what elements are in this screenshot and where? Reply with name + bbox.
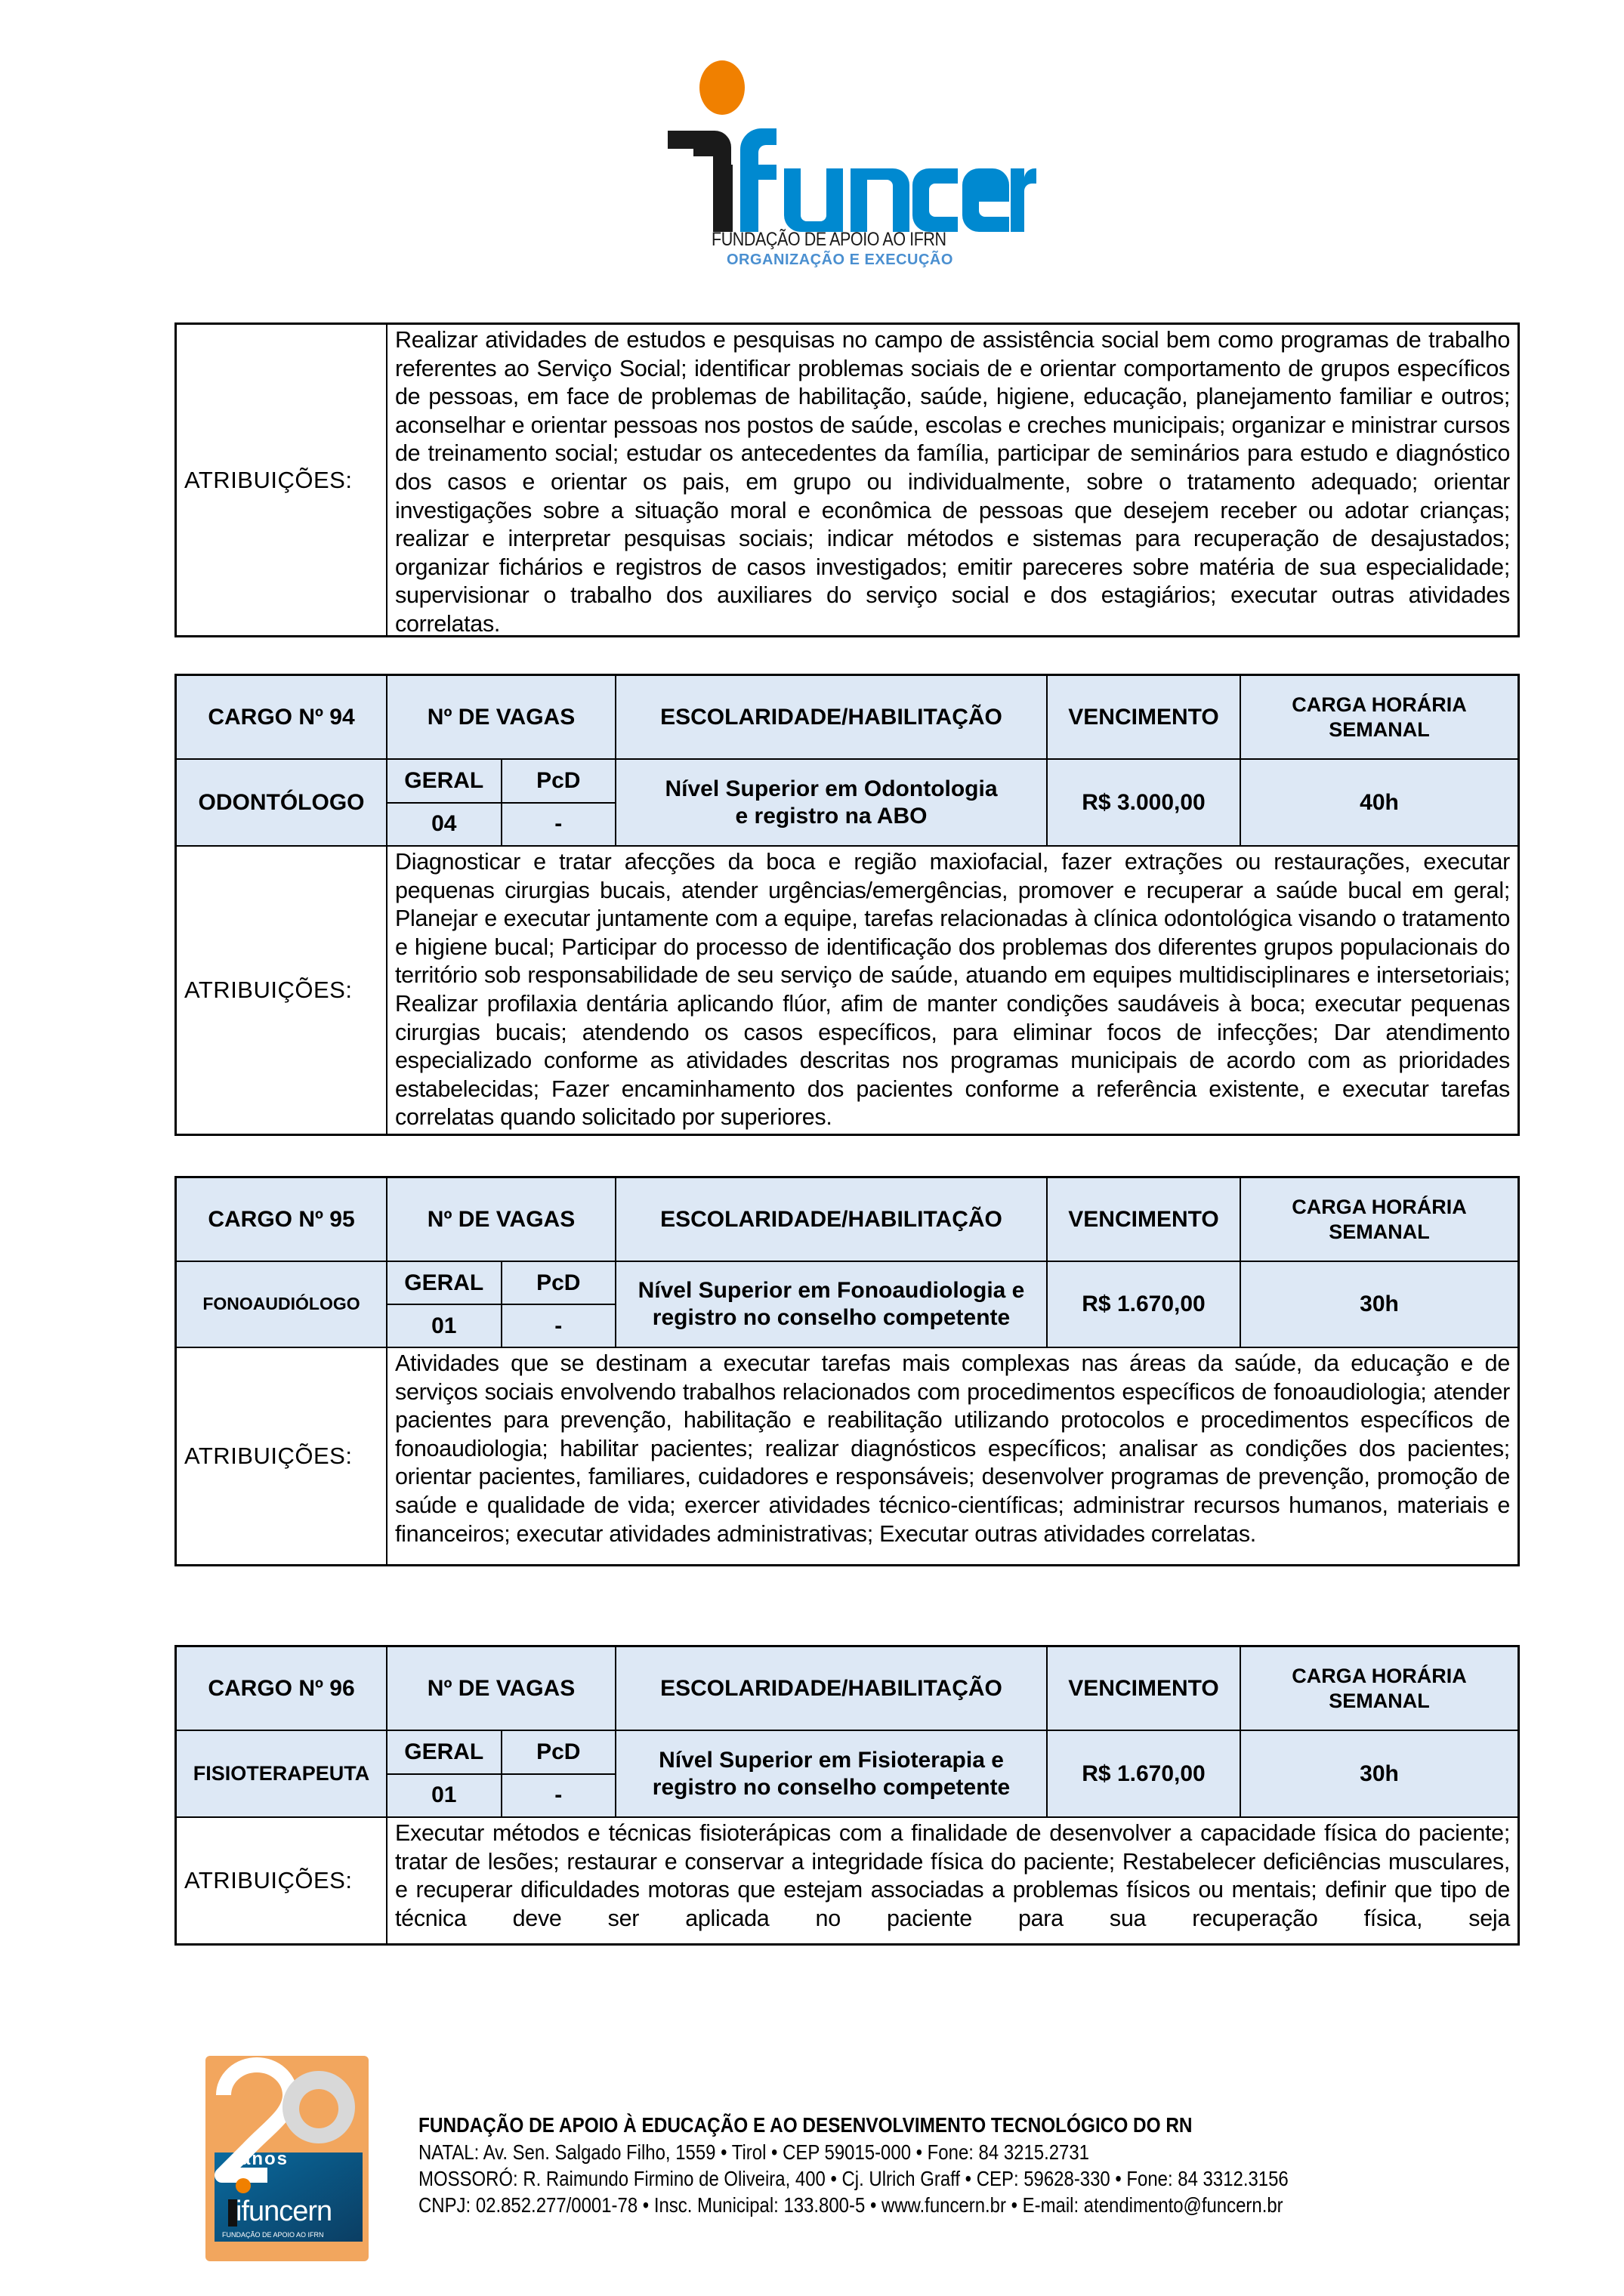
- cargo-header-row: [177, 676, 1517, 760]
- logo-blue-f: [740, 128, 776, 232]
- footer-mossoro-address: MOSSORÓ: R. Raimundo Firmino de Oliveira, 400 • Cj. Ulrich Graff • CEP: 59628-330 • Fone: 84 3312.3156: [418, 2167, 1289, 2190]
- escolaridade-value: Nível Superior em Odontologia e registro na ABO: [616, 760, 1048, 845]
- vagas-header: Nº DE VAGAS: [387, 1647, 616, 1730]
- logo-blue-u: [784, 168, 843, 232]
- vencimento-header: VENCIMENTO: [1048, 1178, 1241, 1261]
- atribuicoes-text: Realizar atividades de estudos e pesquisas no campo de assistência social bem como programas de trabalho referentes ao Serviço Social; identificar problemas sociais de e orientar comportamento de grupos específicos de pessoas, em face de problemas de habilitação, saúde, higiene, educação, planejamento familiar e outros; aconselhar e orientar pessoas nos postos de saúde, escolas e creches municipais; organizar e ministrar cursos de treinamento social; estudar os antecedentes da família, participar de seminários para estudo e diagnóstico dos casos e orientar os pais, em grupo ou individualmente, sobre o tratamento adequado; orientar investigações sobre a situação moral e econômica de pessoas que desejem receber ou adotar crianças; realizar e interpretar pesquisas sociais; indicar métodos e sistemas para recuperação de desajustados; organizar fichários e registros de casos investigados; emitir pareceres sobre matéria de sua especialidade; supervisionar o trabalho dos auxiliares do serviço social e dos estagiários; executar outras atividades correlatas.: [395, 327, 1510, 637]
- cargo-data-row: [177, 1731, 1517, 1818]
- atribuicoes-label: ATRIBUIÇÕES:: [177, 1348, 387, 1564]
- pcd-value: -: [554, 1782, 563, 1808]
- logo-blue-n: [851, 168, 909, 232]
- footer-title: FUNDAÇÃO DE APOIO À EDUCAÇÃO E AO DESENVOLVIMENTO TECNOLÓGICO DO RN: [418, 2113, 1193, 2137]
- logo-orange-dot: [699, 60, 745, 115]
- footer-contact: [418, 2112, 1436, 2218]
- escolaridade-header: ESCOLARIDADE/HABILITAÇÃO: [616, 1178, 1048, 1261]
- carga-header-line1: CARGA HORÁRIA: [1292, 1665, 1467, 1688]
- geral-value: 01: [387, 1775, 502, 1817]
- carga-header-line1: CARGA HORÁRIA: [1292, 1196, 1467, 1219]
- vagas-cell: [387, 1262, 616, 1347]
- badge-logo-text: ifuncern: [236, 2196, 332, 2227]
- logo-subtitle: FUNDAÇÃO DE APOIO AO IFRN: [712, 229, 946, 250]
- vencimento-value: R$ 1.670,00: [1048, 1262, 1241, 1347]
- cargo-table: [174, 1176, 1520, 1566]
- escolaridade-header: ESCOLARIDADE/HABILITAÇÃO: [616, 676, 1048, 758]
- cargo-number: CARGO Nº 94: [177, 676, 387, 758]
- vagas-header: Nº DE VAGAS: [387, 676, 616, 758]
- geral-value: 01: [387, 1305, 502, 1347]
- vencimento-header: VENCIMENTO: [1048, 676, 1241, 758]
- atribuicoes-text: Atividades que se destinam a executar tarefas mais complexas nas áreas da saúde, da educação e de serviços sociais envolvendo trabalhos relacionados com procedimentos específicos de fonoaudiologia; atender pacientes para prevenção, habilitação e reabilitação utilizando protocolos e procedimentos específicos de fonoaudiologia; habilitar pacientes; realizar diagnósticos específicos; analisar as condições dos pacientes; orientar pacientes, familiares, cuidadores e responsáveis; desenvolver programas de prevenção, promoção de saúde e qualidade de vida; exercer atividades técnico-científicas; administrar recursos humanos, materiais e financeiros; executar atividades administrativas; Executar outras atividades correlatas.: [395, 1350, 1510, 1547]
- carga-value: 40h: [1360, 789, 1399, 815]
- cargo-name: ODONTÓLOGO: [177, 760, 387, 845]
- carga-header-line1: CARGA HORÁRIA: [1292, 693, 1467, 717]
- pcd-label: PcD: [536, 767, 581, 793]
- carga-value: 30h: [1360, 1761, 1399, 1786]
- cargo-header-row: [177, 1178, 1517, 1262]
- badge-anos: anos: [240, 2149, 289, 2169]
- cargo-number: CARGO Nº 96: [177, 1647, 387, 1730]
- escolaridade-value: Nível Superior em Fisioterapia e registro no conselho competente: [616, 1731, 1048, 1816]
- geral-label: GERAL: [387, 1262, 502, 1304]
- logo-tagline: ORGANIZAÇÃO E EXECUÇÃO: [727, 252, 953, 268]
- cargo-number: CARGO Nº 95: [177, 1178, 387, 1261]
- funcern-logo: [650, 59, 1042, 233]
- cargo-data-row: [177, 760, 1517, 847]
- atribuicoes-label: ATRIBUIÇÕES:: [177, 1818, 387, 1943]
- pcd-value: -: [554, 1313, 563, 1338]
- pcd-value: -: [554, 811, 563, 837]
- cargo-table: [174, 1645, 1520, 1946]
- vencimento-value: R$ 3.000,00: [1048, 760, 1241, 845]
- logo-blue-e: [962, 168, 1009, 232]
- footer-cnpj-contact: CNPJ: 02.852.277/0001-78 • Insc. Municipal: 133.800-5 • www.funcern.br • E-mail: atendimento@funcern.br: [418, 2193, 1283, 2217]
- vagas-cell: [387, 1731, 616, 1816]
- footer-natal-address: NATAL: Av. Sen. Salgado Filho, 1559 • Tirol • CEP 59015-000 • Fone: 84 3215.2731: [418, 2140, 1090, 2164]
- geral-label: GERAL: [387, 760, 502, 802]
- funcern-20-anos-badge: [205, 2056, 369, 2261]
- continuation-table: [174, 322, 1520, 637]
- vencimento-value: R$ 1.670,00: [1048, 1731, 1241, 1816]
- logo-blue-rn: [1011, 168, 1036, 232]
- atribuicoes-text: Diagnosticar e tratar afecções da boca e região maxiofacial, fazer extrações ou restaurações, executar pequenas cirurgias bucais, atender urgências/emergências, promover e recuperar a saúde bucal em geral; Planejar e executar juntamente com a equipe, tarefas relacionadas à clínica odontológica visando o tratamento e higiene bucal; Participar do processo de identificação dos problemas dos diferentes grupos populacionais do território sob responsabilidade de seu serviço de saúde, atuando em equipes multidisciplinares e intersetoriais; Realizar profilaxia dentária aplicando flúor, afim de manter condições saudáveis à boca; executar pequenas cirurgias bucais; atendendo os casos específicos, para eliminar focos de infecções; Dar atendimento especializado conforme as atividades descritas nos programas municipais de acordo com as prioridades estabelecidas; Fazer encaminhamento dos pacientes conforme a referência existente, e executar tarefas correlatas quando solicitado por superiores.: [395, 849, 1510, 1131]
- carga-header-line2: SEMANAL: [1329, 1220, 1430, 1243]
- atribuicoes-label: ATRIBUIÇÕES:: [177, 847, 387, 1134]
- atribuicoes-label: ATRIBUIÇÕES:: [177, 325, 387, 635]
- badge-digit-zero: [283, 2071, 355, 2143]
- carga-value: 30h: [1360, 1292, 1399, 1316]
- carga-header: [1241, 1178, 1517, 1261]
- carga-header: [1241, 676, 1517, 758]
- geral-value: 04: [387, 804, 502, 846]
- cargo-data-row: [177, 1262, 1517, 1348]
- cargo-name: FONOAUDIÓLOGO: [177, 1262, 387, 1347]
- pcd-label: PcD: [536, 1270, 581, 1295]
- cargo-table: [174, 674, 1520, 1136]
- cargo-name: FISIOTERAPEUTA: [177, 1731, 387, 1816]
- cargo-header-row: [177, 1647, 1517, 1731]
- carga-header-line2: SEMANAL: [1329, 718, 1430, 741]
- geral-label: GERAL: [387, 1731, 502, 1773]
- atribuicoes-text: Executar métodos e técnicas fisioterápicas com a finalidade de desenvolver a capacidade física do paciente; tratar de lesões; restaurar e conservar a integridade física do paciente; Restabelecer deficiências musculares, e recuperar dificuldades motoras que estejam associadas a problemas físicos ou mentais; definir que tipo de técnica deve ser aplicada no paciente para sua recuperação física, seja: [395, 1820, 1510, 1931]
- badge-orange-dot: [236, 2178, 251, 2193]
- carga-header-line2: SEMANAL: [1329, 1689, 1430, 1712]
- badge-subtitle: FUNDAÇÃO DE APOIO AO IFRN: [222, 2231, 324, 2239]
- vagas-cell: [387, 760, 616, 845]
- vencimento-header: VENCIMENTO: [1048, 1647, 1241, 1730]
- escolaridade-header: ESCOLARIDADE/HABILITAÇÃO: [616, 1647, 1048, 1730]
- escolaridade-value: Nível Superior em Fonoaudiologia e registro no conselho competente: [616, 1262, 1048, 1347]
- vagas-header: Nº DE VAGAS: [387, 1178, 616, 1261]
- funcern-logo-graphic: [650, 59, 1042, 233]
- carga-header: [1241, 1647, 1517, 1730]
- logo-blue-c: [912, 168, 958, 232]
- pcd-label: PcD: [536, 1739, 581, 1764]
